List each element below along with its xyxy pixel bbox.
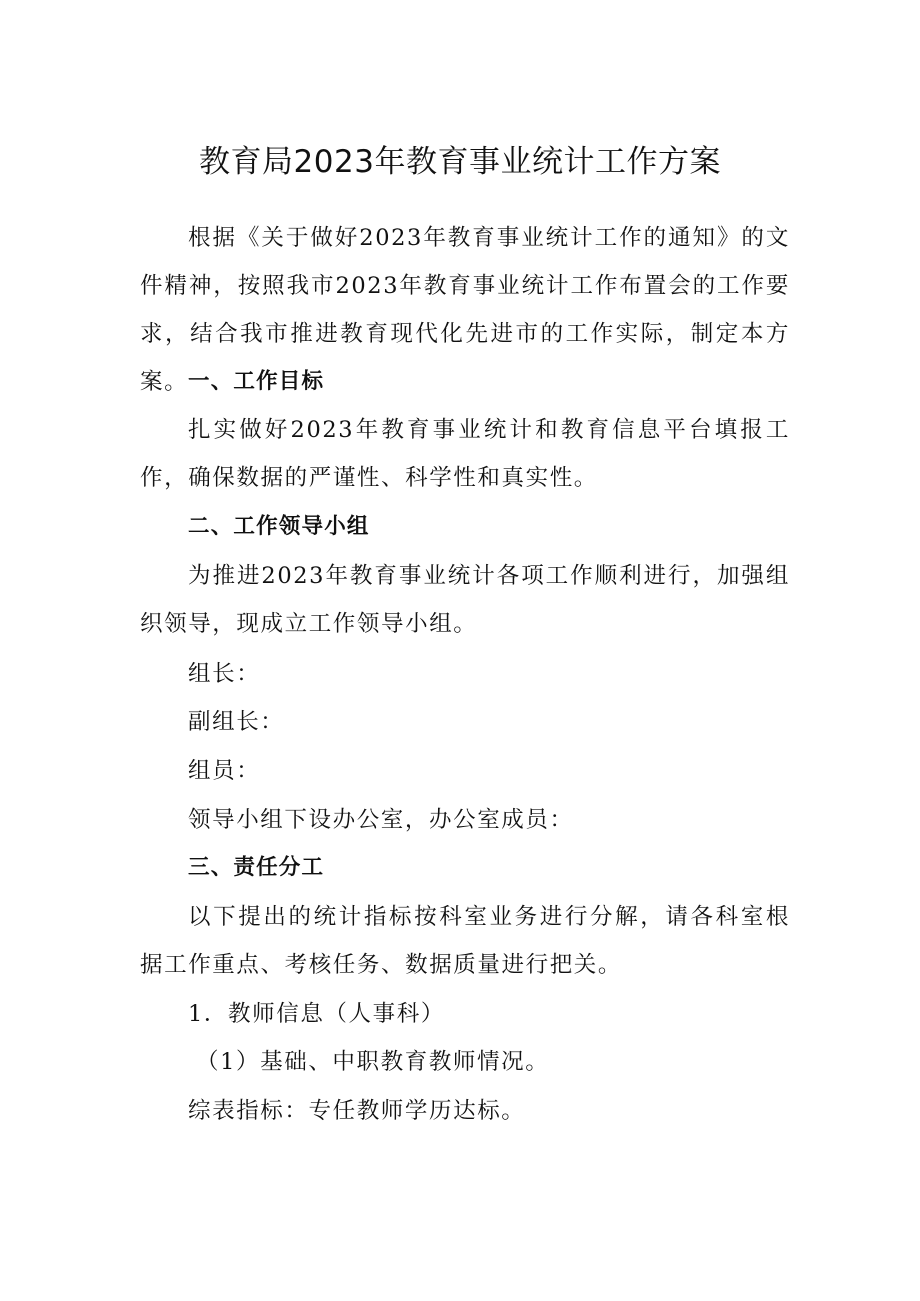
section2-paragraph: 为推进2023年教育事业统计各项工作顺利进行，加强组织领导，现成立工作领导小组。 xyxy=(140,563,790,637)
leader-line: 组长： xyxy=(188,661,261,687)
members-line: 组员： xyxy=(188,758,261,784)
section1-paragraph: 扎实做好2023年教育事业统计和教育信息平台填报工作，确保数据的严谨性、科学性和真实性。 xyxy=(140,417,790,491)
item1-indicator-line: 综表指标：专任教师学历达标。 xyxy=(188,1098,526,1124)
deputy-leader-line: 副组长： xyxy=(188,709,285,735)
item1-sub1-line: （1）基础、中职教育教师情况。 xyxy=(196,1049,550,1075)
section2-heading: 二、工作领导小组 xyxy=(188,514,370,539)
office-line: 领导小组下设办公室，办公室成员： xyxy=(188,807,574,833)
document-title: 教育局2023年教育事业统计工作方案 xyxy=(199,144,721,180)
intro-paragraph: 根据《关于做好2023年教育事业统计工作的通知》的文件精神，按照我市2023年教育事业统计工作布置会的工作要求，结合我市推进教育现代化先进市的工作实际，制定本方案。 xyxy=(140,225,790,395)
item1-line: 1．教师信息（人事科） xyxy=(188,1001,445,1027)
section3-heading: 三、责任分工 xyxy=(188,855,325,880)
section1-heading: 一、工作目标 xyxy=(188,369,325,394)
section3-paragraph: 以下提出的统计指标按科室业务进行分解，请各科室根据工作重点、考核任务、数据质量进行把关。 xyxy=(140,904,790,978)
